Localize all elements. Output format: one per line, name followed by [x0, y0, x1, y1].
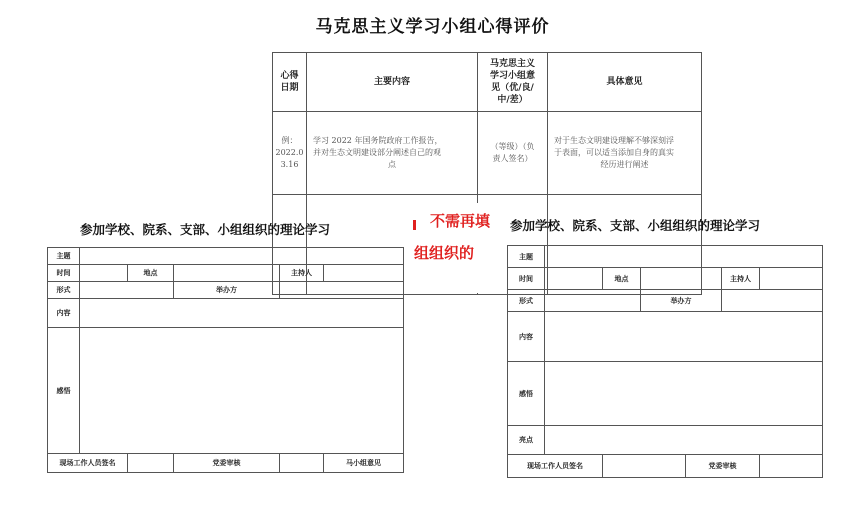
form-row [48, 248, 404, 265]
time-field[interactable] [80, 265, 128, 282]
example-date-line: 3.16 [280, 160, 299, 169]
example-content [307, 112, 478, 195]
form-row [508, 362, 823, 426]
example-date [273, 112, 307, 195]
example-date-line: 例： [281, 136, 298, 145]
header-date-line: 日期 [280, 83, 299, 93]
form-row [48, 328, 404, 454]
form-row [508, 246, 823, 268]
time-label: 时间 [48, 265, 80, 282]
organizer-field[interactable] [280, 282, 404, 299]
reflection-field[interactable] [80, 328, 404, 454]
left-form-title: 参加学校、院系、支部、小组组织的理论学习 [80, 222, 331, 237]
example-content-line: 并对生态文明建设部分阐述自己的观 [313, 148, 441, 157]
form-row [48, 454, 404, 473]
format-label: 形式 [508, 290, 545, 312]
form-row [508, 290, 823, 312]
staff-sign-field[interactable] [603, 455, 686, 478]
location-label: 地点 [128, 265, 174, 282]
content-label: 内容 [48, 299, 80, 328]
content-field[interactable] [545, 312, 823, 362]
example-details-line: 于表面，可以适当添加自身的真实 [554, 148, 674, 157]
subject-field[interactable] [545, 246, 823, 268]
organizer-label: 举办方 [174, 282, 280, 299]
form-row [508, 268, 823, 290]
committee-review-label: 党委审核 [686, 455, 760, 478]
staff-sign-label: 现场工作人员签名 [508, 455, 603, 478]
right-form-title: 参加学校、院系、支部、小组组织的理论学习 [510, 218, 761, 233]
left-study-form [47, 247, 404, 473]
committee-review-label: 党委审核 [174, 454, 280, 473]
subject-field[interactable] [80, 248, 404, 265]
header-date-line: 心得 [280, 71, 299, 81]
form-row [48, 265, 404, 282]
content-label: 内容 [508, 312, 545, 362]
example-content-line: 点 [388, 160, 396, 169]
content-field[interactable] [80, 299, 404, 328]
form-row [508, 426, 823, 455]
header-opinion-line: 学习小组意 [489, 71, 535, 81]
organizer-field[interactable] [722, 290, 823, 312]
example-details-line: 对于生态文明建设理解不够深刻浮 [554, 136, 674, 145]
example-opinion-line: 责人签名） [492, 154, 533, 163]
host-field[interactable] [324, 265, 404, 282]
staff-sign-label: 现场工作人员签名 [48, 454, 128, 473]
staff-sign-field[interactable] [128, 454, 174, 473]
header-opinion-line: 中/差） [497, 95, 528, 105]
highlights-field[interactable] [545, 426, 823, 455]
host-label: 主持人 [722, 268, 760, 290]
location-label: 地点 [603, 268, 641, 290]
example-opinion-line: （等级）（负 [490, 142, 535, 151]
header-opinion-line: 马克思主义 [489, 59, 535, 69]
host-field[interactable] [760, 268, 823, 290]
header-opinion [478, 53, 548, 112]
example-date-line: 2022.0 [275, 148, 304, 157]
example-content-line: 学习 2022 年国务院政府工作报告， [313, 136, 443, 145]
document-title: 马克思主义学习小组心得评价 [315, 17, 550, 37]
leader-opinion-label: 马小组意见 [324, 454, 404, 473]
organizer-label: 举办方 [641, 290, 722, 312]
subject-label: 主题 [48, 248, 80, 265]
location-field[interactable] [641, 268, 722, 290]
form-row [48, 282, 404, 299]
form-row [48, 299, 404, 328]
right-study-form [507, 245, 823, 478]
time-field[interactable] [545, 268, 603, 290]
header-content: 主要内容 [307, 53, 478, 112]
highlights-label: 亮点 [508, 426, 545, 455]
overlay-red-text-2: 组组织的 [414, 244, 475, 262]
reflection-label: 感悟 [508, 362, 545, 426]
header-date [273, 53, 307, 112]
form-row [508, 455, 823, 478]
format-field[interactable] [545, 290, 641, 312]
format-field[interactable] [80, 282, 174, 299]
header-opinion-line: 见（优/良/ [491, 83, 534, 93]
example-details [548, 112, 702, 195]
example-opinion [478, 112, 548, 195]
format-label: 形式 [48, 282, 80, 299]
evaluation-header-row [273, 53, 702, 112]
overlay-red-text-1: 不需再填 [430, 212, 491, 230]
reflection-label: 感悟 [48, 328, 80, 454]
header-details: 具体意见 [548, 53, 702, 112]
overlay-red-mark [413, 220, 416, 230]
location-field[interactable] [174, 265, 280, 282]
form-row [508, 312, 823, 362]
time-label: 时间 [508, 268, 545, 290]
committee-review-field[interactable] [760, 455, 823, 478]
example-details-line: 经历进行阐述 [600, 160, 649, 169]
committee-review-field[interactable] [280, 454, 324, 473]
subject-label: 主题 [508, 246, 545, 268]
host-label: 主持人 [280, 265, 324, 282]
evaluation-example-row [273, 112, 702, 195]
reflection-field[interactable] [545, 362, 823, 426]
